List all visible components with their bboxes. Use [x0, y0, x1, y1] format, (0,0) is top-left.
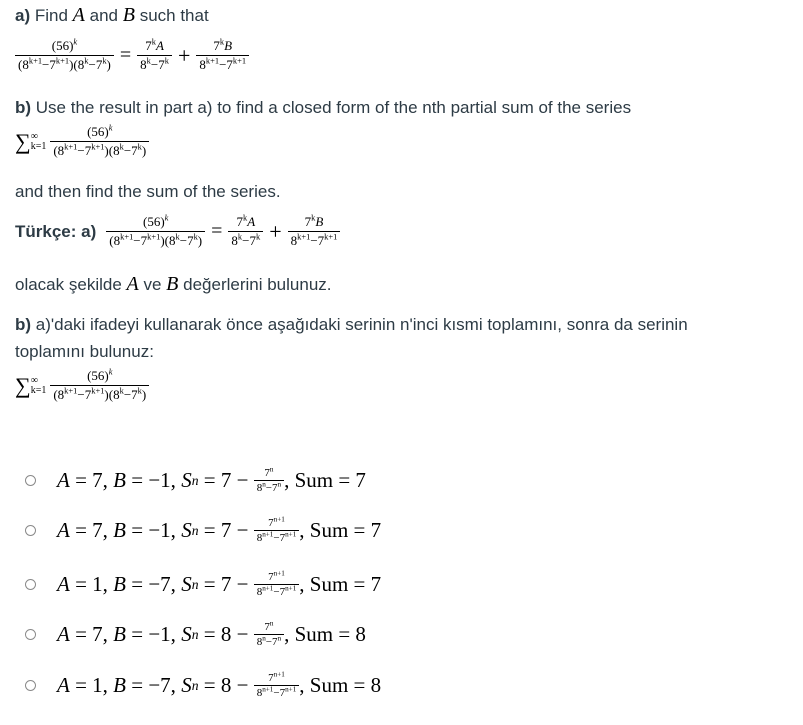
answer-option-5[interactable]: A = 1, B = −7, S n = 8 − $\frac{7^{n+1}}{8^{n+1}-7^{n+1}}$ , Sum = 8 — [25, 672, 381, 699]
part-a-text: Find — [34, 6, 68, 25]
radio-button[interactable] — [25, 525, 36, 536]
radio-button[interactable] — [25, 475, 36, 486]
series-1: ∑ ∞ k=1 $\frac{(56)^k}{(8^{k+1}-7^{k+1})(8^k-7^k)}$ — [15, 124, 149, 159]
turkish-b-label: b) — [15, 315, 32, 334]
radio-button[interactable] — [25, 579, 36, 590]
sigma-symbol: ∑ — [15, 128, 31, 154]
turkish-after: olacak şekilde A ve B değerlerini bulunuz. — [15, 273, 332, 295]
turkish-part-a: Türkçe: a) $\frac{(56)^k}{(8^{k+1}-7^{k+1})(8^k-7^k)}$ = $\frac{7^kA}{8^k-7^k}$ + $\frac{7^kB}{8^{k+1}-7^{k+1}}$ — [15, 214, 340, 249]
radio-button[interactable] — [25, 680, 36, 691]
part-b-label: b) — [15, 98, 32, 117]
answer-option-3[interactable]: A = 1, B = −7, S n = 7 − $\frac{7^{n+1}}{8^{n+1}-7^{n+1}}$ , Sum = 7 — [25, 571, 381, 598]
answer-option-1[interactable]: A = 7, B = −1, S n = 7 − $\frac{7^n}{8^n-7^n}$ , Sum = 7 — [25, 467, 366, 494]
radio-button[interactable] — [25, 629, 36, 640]
eq1-term2: $\frac{7^kB}{8^{k+1}-7^{k+1}}$ — [196, 38, 249, 73]
answer-option-4[interactable]: A = 7, B = −1, S n = 8 − $\frac{7^n}{8^n-7^n}$ , Sum = 8 — [25, 621, 366, 648]
part-a-such-that: such that — [139, 6, 209, 25]
part-b-text: Use the result in part a) to find a closed form of the nth partial sum of the series — [35, 98, 632, 117]
series-2: ∑ ∞ k=1 $\frac{(56)^k}{(8^{k+1}-7^{k+1})(8^k-7^k)}$ — [15, 368, 149, 403]
turkish-part-b: b) a)'daki ifadeyi kullanarak önce aşağıdaki serinin n'inci kısmi toplamını, sonra da serinin — [15, 315, 688, 334]
part-b-then: and then find the sum of the series. — [15, 182, 281, 201]
equation-1 — [15, 38, 249, 73]
eq1-lhs-fraction: $\frac{(56)^k}{(8^{k+1}-7^{k+1})(8^k-7^k)}$ — [15, 38, 114, 73]
part-a-and: and — [89, 6, 118, 25]
eq1-equals: = — [119, 44, 132, 66]
var-b: B — [122, 4, 135, 26]
part-b-prompt — [15, 97, 631, 119]
turkish-a-label: Türkçe: a) — [15, 221, 97, 241]
eq1-term1: $\frac{7^kA}{8^k-7^k}$ — [137, 38, 172, 73]
series-1-fraction: $\frac{(56)^k}{(8^{k+1}-7^{k+1})(8^k-7^k)}$ — [50, 124, 149, 159]
eq1-plus: + — [177, 42, 191, 68]
answer-option-2[interactable]: A = 7, B = −1, S n = 7 − $\frac{7^{n+1}}{8^{n+1}-7^{n+1}}$ , Sum = 7 — [25, 517, 381, 544]
part-a-label: a) — [15, 6, 31, 25]
turkish-part-b-line2: toplamını bulunuz: — [15, 342, 154, 361]
part-a-prompt — [15, 4, 209, 27]
var-a: A — [72, 4, 85, 26]
